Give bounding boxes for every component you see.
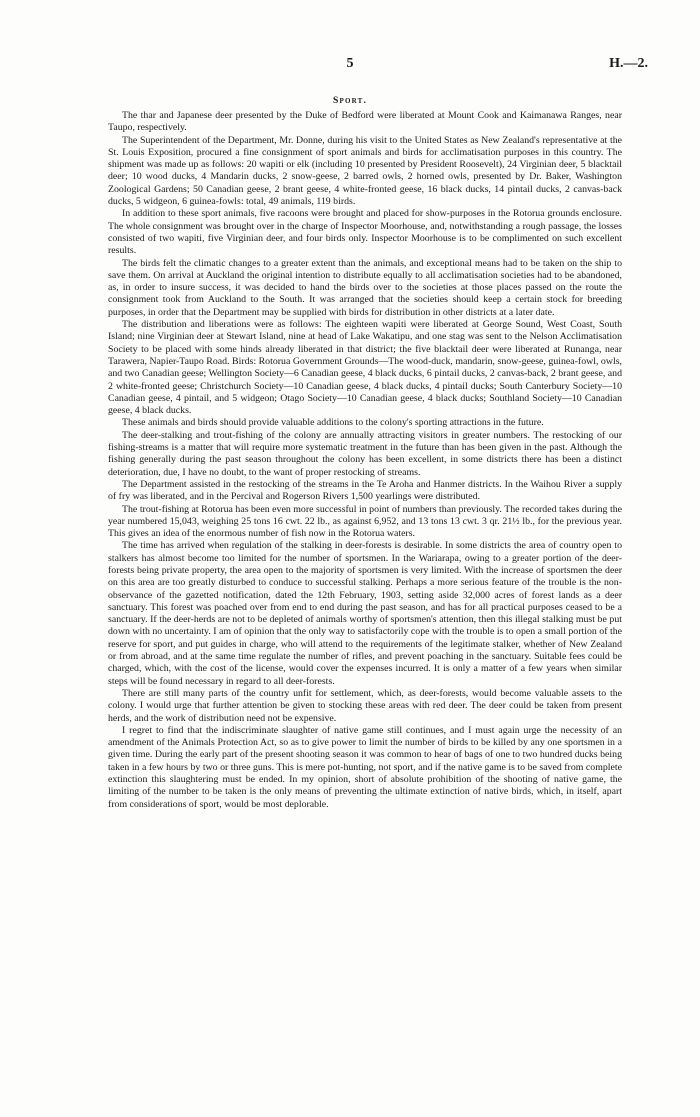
paragraph: These animals and birds should provide valuable additions to the colony's sporting attractions in the future. <box>122 417 544 429</box>
paragraph: The Superintendent of the Department, Mr. Donne, during his visit to the United States as New Zealand's representative at the St. Louis Exposition, procured a fine consignment of sport animals and birds for acclimatisation purposes in this country. The shipment was made up as follows: 20 wapiti or elk (including 10 presented by President Roosevelt), 24 Virginian deer, 5 blacktail deer; 10 wood ducks, 4 Mandarin ducks, 2 snow-geese, 2 barred owls, 2 horned owls, presented by Dr. Baker, Washington Zoological Gardens; 50 Canadian geese, 2 brant geese, 4 white-fronted geese, 16 black ducks, 14 pintail ducks, 2 canvas-back ducks, 5 widgeon, 6 guinea-fowls: total, 49 animals, 119 birds. <box>108 134 622 208</box>
paragraph: The time has arrived when regulation of the stalking in deer-forests is desirable. In some districts the area of country open to stalkers has almost become too limited for the number of sportsmen. In the Wariarapa, owing to a greater portion of the deer-forests being private property, the area open to the majority of sportsmen is very limited. With the increase of sportsmen the deer on this area are too greatly disturbed to conduce to successful stalking. Perhaps a more serious feature of the trouble is the non-observance of the gazetted notification, dated the 12th February, 1903, setting aside 32,000 acres of forest lands as a deer sanctuary. This forest was poached over from end to end during the past season, and has for all practical purposes ceased to be a sanctuary. If the deer-herds are not to be depleted of animals worthy of sportsmen's attention, then this illegal stalking must be put down with no uncertainty. I am of opinion that the only way to satisfactorily cope with the trouble is to open a small portion of the reserve for sport, and put guides in charge, who will attend to the requirements of the legitimate stalker, whether of New Zealand or from abroad, and at the same time regulate the number of rifles, and prevent poaching in the sanctuary. Suitable fees could be charged, which, with the cost of the license, would cover the expenses incurred. It is only a matter of a few years when similar steps will be found necessary in regard to all deer-forests. <box>108 540 622 687</box>
paragraph: The deer-stalking and trout-fishing of the colony are annually attracting visitors in greater numbers. The restocking of our fishing-streams is a matter that will require more systematic treatment in the future than has been given in the past. Although the fishing generally during the past season throughout the colony has been excellent, in some districts there has been a distinct deterioration, due, I have no doubt, to the want of proper restocking of streams. <box>108 429 622 478</box>
section-title: Sport. <box>332 95 368 106</box>
paragraph: The distribution and liberations were as follows: The eighteen wapiti were liberated at George Sound, West Coast, South Island; nine Virginian deer at Stewart Island, nine at head of Lake Wakatipu, and one stag was sent to the Nelson Acclimatisation Society to be placed with some hinds already liberated in that district; the five blacktail deer were liberated at Runanga, near Tarawera, Napier-Taupo Road. Birds: Rotorua Government Grounds—The wood-duck, mandarin, snow-geese, guinea-fowl, owls, and two Canadian geese; Wellington Society—6 Canadian geese, 4 black ducks, 6 pintail ducks, 2 canvas-back, 2 brant geese, and 2 white-fronted geese; Christchurch Society—10 Canadian geese, 4 black ducks, 4 pintail ducks; South Canterbury Society—10 Canadian geese, 4 pintail, and 5 widgeon; Otago Society—10 Canadian geese, 4 black ducks; Southland Society—10 Canadian geese, 4 black ducks. <box>108 319 622 417</box>
body-text <box>108 110 622 811</box>
paragraph: The birds felt the climatic changes to a greater extent than the animals, and exceptional means had to be taken on the ship to save them. On arrival at Auckland the original intention to distribute equally to all acclimatisation societies had to be abandoned, as, in order to insure success, it was decided to hand the birds over to the societies at those places passed on the route the consignment took from Auckland to the South. It was arranged that the societies should keep a certain stock for breeding purposes, in order that the Department may be supplied with birds for distribution in other districts at a later date. <box>108 257 622 318</box>
paragraph: The thar and Japanese deer presented by the Duke of Bedford were liberated at Mount Cook and Kaimanawa Ranges, near Taupo, respectively. <box>108 110 622 134</box>
page-number: 5 <box>346 56 354 71</box>
page-header <box>0 56 700 78</box>
paragraph: The Department assisted in the restocking of the streams in the Te Aroha and Hanmer districts. In the Waihou River a supply of fry was liberated, and in the Percival and Rogerson Rivers 1,500 yearlings were distributed. <box>108 478 622 503</box>
document-reference: H.—2. <box>609 56 648 71</box>
paragraph: I regret to find that the indiscriminate slaughter of native game still continues, and I must again urge the necessity of an amendment of the Animals Protection Act, so as to give power to limit the number of birds to be killed by any one sportsmen in a given time. During the early part of the present shooting season it was common to hear of bags of one to two hundred ducks being taken in a few hours by two or three guns. This is mere pot-hunting, not sport, and if the native game is to be saved from complete extinction this slaughtering must be ended. In my opinion, short of absolute prohibition of the shooting of native game, the limiting of the number to be taken is the only means of preventing the ultimate extinction of native birds, which, in itself, apart from considerations of sport, would be most deplorable. <box>108 724 622 810</box>
paragraph: In addition to these sport animals, five racoons were brought and placed for show-purposes in the Rotorua grounds enclosure. The whole consignment was brought over in the charge of Inspector Moorhouse, and, notwithstanding a rough passage, the losses consisted of two wapiti, five Virginian deer, and four birds only. Inspector Moorhouse is to be complimented on such excellent results. <box>108 208 622 257</box>
paragraph: The trout-fishing at Rotorua has been even more successful in point of numbers than previously. The recorded takes during the year numbered 15,043, weighing 25 tons 16 cwt. 22 lb., as against 6,952, and 13 tons 13 cwt. 3 qr. 21½ lb., for the previous year. This gives an idea of the enormous number of fish now in the Rotorua waters. <box>108 503 622 540</box>
paragraph: There are still many parts of the country unfit for settlement, which, as deer-forests, would become valuable assets to the colony. I would urge that further attention be given to stocking these areas with red deer. The deer could be taken from present herds, and the work of distribution need not be expensive. <box>108 687 622 724</box>
